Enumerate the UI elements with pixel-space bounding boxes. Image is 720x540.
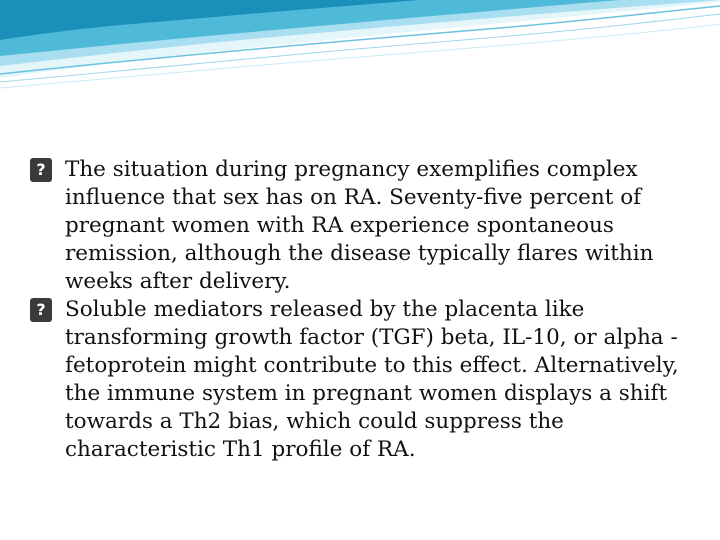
missing-glyph-icon: ?	[30, 158, 52, 182]
paragraph-soluble-mediators	[30, 296, 690, 464]
bullet-marker	[30, 156, 64, 184]
slide-body	[30, 156, 690, 464]
paragraph-text: The situation during pregnancy exemplifies complex influence that sex has on RA. Seventy-five percent of pregnant women with RA experience spontaneous remission, although the disease typically flares within weeks after delivery.	[65, 157, 654, 294]
paragraph-text: Soluble mediators released by the placenta like transforming growth factor (TGF) beta, IL-10, or alpha -fetoprotein might contribute to this effect. Alternatively, the immune system in pregnant women displays a shift towards a Th2 bias, which could suppress the characteristic Th1 profile of RA.	[65, 297, 679, 462]
bullet-marker	[30, 296, 64, 324]
missing-glyph-icon: ?	[30, 298, 52, 322]
header-wave-decoration	[0, 0, 720, 90]
paragraph-pregnancy	[30, 156, 690, 296]
